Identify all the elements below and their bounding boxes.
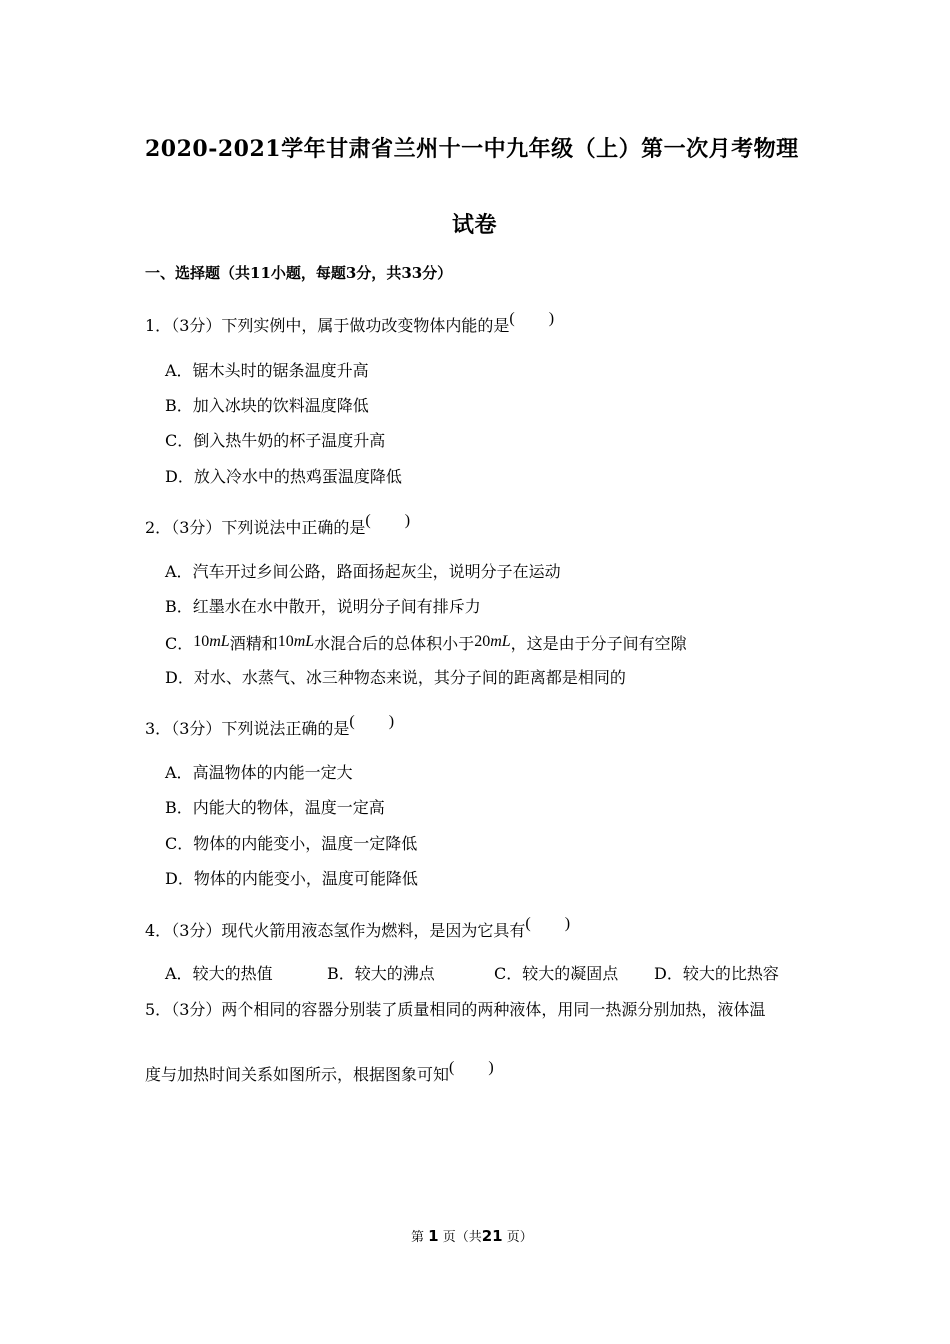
question-stem: 现代火箭用液态氢作为燃料，是因为它具有 xyxy=(221,921,526,940)
question-number: 3． xyxy=(145,719,172,738)
option-4c: C．较大的凝固点 xyxy=(494,964,619,983)
option-4b: B．较大的沸点 xyxy=(327,964,435,983)
question-stem: 下列实例中，属于做功改变物体内能的是 xyxy=(221,316,510,335)
question-stem: 下列说法中正确的是 xyxy=(221,518,366,537)
question-5-continued xyxy=(145,1059,494,1085)
option-3a: A．高温物体的内能一定大 xyxy=(165,763,353,782)
question-score: （3分） xyxy=(171,719,222,738)
option-3d: D．物体的内能变小，温度可能降低 xyxy=(165,869,418,888)
math-volume: 20mL xyxy=(474,633,511,650)
option-1a: A．锯木头时的锯条温度升高 xyxy=(165,361,369,380)
option-1c: C．倒入热牛奶的杯子温度升高 xyxy=(165,431,386,450)
answer-paren: ( ) xyxy=(365,512,411,529)
question-stem-line1: 两个相同的容器分别装了质量相同的两种液体，用同一热源分别加热，液体温 xyxy=(221,1000,766,1019)
answer-paren: ( ) xyxy=(509,310,555,327)
question-5 xyxy=(145,997,765,1020)
question-1 xyxy=(145,310,555,336)
question-stem: 下列说法正确的是 xyxy=(221,719,350,738)
option-2c: C．10mL酒精和10mL水混合后的总体积小于20mL，这是由于分子间有空隙 xyxy=(165,633,687,653)
math-volume: 10mL xyxy=(193,633,230,650)
option-2a: A．汽车开过乡间公路，路面扬起灰尘，说明分子在运动 xyxy=(165,562,561,581)
question-stem-line2: 度与加热时间关系如图所示，根据图象可知 xyxy=(145,1065,450,1084)
answer-paren: ( ) xyxy=(525,915,571,932)
page-title-line2: 试卷 xyxy=(452,212,498,238)
math-volume: 10mL xyxy=(277,633,315,650)
question-number: 2． xyxy=(145,518,172,537)
option-4a: A．较大的热值 xyxy=(165,964,273,983)
option-2d: D．对水、水蒸气、冰三种物态来说，其分子间的距离都是相同的 xyxy=(165,668,626,687)
question-number: 5． xyxy=(145,1000,172,1019)
page-number: 1 xyxy=(428,1227,439,1245)
section-heading: 一、选择题（共11小题，每题3分，共33分） xyxy=(145,264,453,282)
option-3c: C．物体的内能变小，温度一定降低 xyxy=(165,834,418,853)
question-3 xyxy=(145,713,395,739)
page-footer: 第 1 页（共21 页） xyxy=(411,1227,533,1245)
answer-paren: ( ) xyxy=(349,713,395,730)
question-score: （3分） xyxy=(171,1000,222,1019)
question-4 xyxy=(145,915,571,941)
question-score: （3分） xyxy=(171,921,222,940)
page-total: 21 xyxy=(481,1227,503,1245)
question-number: 4． xyxy=(145,921,172,940)
question-2 xyxy=(145,512,411,538)
question-score: （3分） xyxy=(171,316,222,335)
question-number: 1． xyxy=(145,316,172,335)
question-score: （3分） xyxy=(171,518,222,537)
option-3b: B．内能大的物体，温度一定高 xyxy=(165,798,385,817)
page-title-line1: 2020-2021学年甘肃省兰州十一中九年级（上）第一次月考物理 xyxy=(145,136,799,162)
option-1b: B．加入冰块的饮料温度降低 xyxy=(165,396,369,415)
option-4d: D．较大的比热容 xyxy=(654,964,779,983)
option-1d: D．放入冷水中的热鸡蛋温度降低 xyxy=(165,467,402,486)
answer-paren: ( ) xyxy=(449,1059,494,1076)
option-2b: B．红墨水在水中散开，说明分子间有排斥力 xyxy=(165,597,481,616)
